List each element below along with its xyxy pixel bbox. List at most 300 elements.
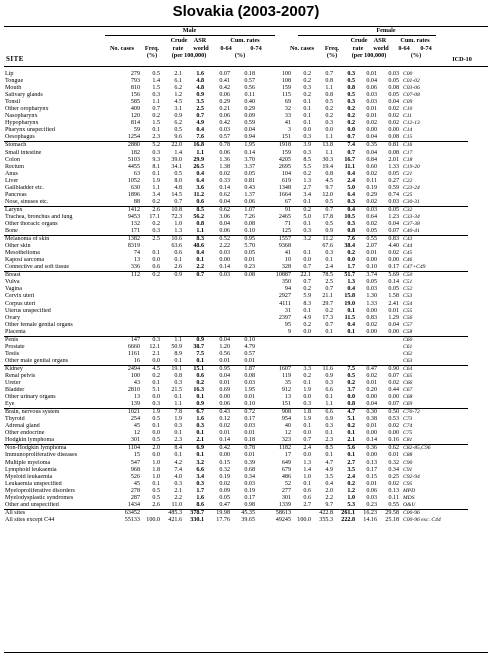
table-cell: 793 <box>130 78 140 85</box>
table-cell: 0.2 <box>140 272 160 280</box>
table-cell: 0.5 <box>152 71 160 77</box>
male-rate-label: rate <box>172 45 184 52</box>
table-cell: 39.65 <box>241 516 255 523</box>
icd-code: C61 <box>403 343 413 350</box>
table-cell: 0.53 <box>388 416 399 423</box>
table-cell: 15.1 <box>182 365 204 373</box>
table-cell: 0.04 <box>388 321 399 328</box>
table-cell: 147 <box>104 336 140 344</box>
table-cell: 0.17 <box>366 466 377 473</box>
table-cell: 13 <box>133 257 140 264</box>
table-cell: 0.1 <box>347 307 355 314</box>
table-cell: 2.4 <box>347 177 355 184</box>
table-cell: 1.7 <box>196 487 204 494</box>
table-cell: 0.3 <box>303 228 311 235</box>
table-cell: 17.1 <box>149 213 160 220</box>
table-cell: 7.6 <box>196 134 204 141</box>
table-row <box>4 308 468 315</box>
table-cell: 3 <box>287 127 291 134</box>
table-cell: 0.1 <box>303 120 311 127</box>
icd-code: C18 <box>403 156 413 163</box>
table-row <box>4 301 468 308</box>
table-cell: 0.23 <box>244 264 255 271</box>
table-cell: 0.5 <box>152 487 160 494</box>
table-cell: 0.6 <box>152 264 160 271</box>
icd-code: C30-31 <box>403 198 420 205</box>
icd-code: C10 <box>403 106 413 113</box>
table-row <box>4 228 468 236</box>
table-cell: 0.00 <box>219 394 230 401</box>
table-cell: 7.26 <box>244 213 255 220</box>
table-cell: 0.81 <box>244 177 255 184</box>
table-row <box>4 329 468 337</box>
table-cell: 0.42 <box>219 120 230 127</box>
table-cell: 0.3 <box>347 198 355 205</box>
table-cell: 1382 <box>104 236 140 244</box>
table-cell: 0.59 <box>388 184 399 191</box>
table-cell: 17.3 <box>322 314 333 321</box>
table-cell: 0.5 <box>347 92 355 99</box>
table-cell: 1.95 <box>244 387 255 394</box>
table-cell: 0.8 <box>347 401 355 408</box>
site-name: Leukaemia unspecified <box>5 480 62 487</box>
table-cell: 0.10 <box>366 264 377 271</box>
male-asr-label: ASR <box>193 37 207 44</box>
table-cell: 1.1 <box>325 401 333 408</box>
table-row <box>4 106 468 113</box>
table-cell <box>160 308 182 315</box>
table-cell <box>140 329 160 337</box>
table-cell: 0.56 <box>219 350 230 357</box>
table-cell: 0.38 <box>366 416 377 423</box>
table-cell: 0.03 <box>388 71 399 77</box>
table-row <box>4 164 468 171</box>
table-cell: 2.0 <box>325 487 333 494</box>
table-cell: 954 <box>281 416 291 423</box>
table-row <box>4 517 468 524</box>
table-cell: 0.03 <box>244 423 255 430</box>
table-cell: 0.9 <box>174 113 182 120</box>
female-crude-unit: (per 100,000) <box>351 52 387 59</box>
table-cell: 0.2 <box>347 380 355 387</box>
icd-code: C68 <box>403 394 413 401</box>
table-cell: 0.05 <box>388 286 399 293</box>
site-name: Stomach <box>4 142 104 150</box>
table-cell: 120 <box>130 113 140 120</box>
table-cell: 0.3 <box>303 149 311 156</box>
table-cell: 0.0 <box>303 328 311 335</box>
table-cell: 3.6 <box>196 184 204 191</box>
table-cell: 0.3 <box>325 423 333 430</box>
table-cell: 0.16 <box>388 437 399 444</box>
table-cell: 22.0 <box>160 142 182 150</box>
table-cell: 1.23 <box>388 213 399 220</box>
table-cell: 0.00 <box>388 328 399 335</box>
table-cell <box>160 293 182 300</box>
table-cell: 2.22 <box>219 243 230 250</box>
table-cell: 0.9 <box>325 372 333 379</box>
table-cell: 1.95 <box>230 142 255 150</box>
site-name: Corpus uteri <box>5 300 36 307</box>
table-cell: 0.6 <box>174 250 182 257</box>
table-cell: 4.9 <box>303 314 311 321</box>
male-header: Male <box>182 27 197 34</box>
table-cell <box>182 293 204 300</box>
table-cell: 0.0 <box>303 452 311 459</box>
icd-code: C44 <box>403 243 413 250</box>
table-cell: 1.7 <box>347 264 355 271</box>
table-cell: 1.29 <box>388 314 399 321</box>
table-cell: 0.69 <box>219 387 230 394</box>
male-crude-unit: (per 100,000) <box>171 52 207 59</box>
table-cell: 0.78 <box>230 445 255 453</box>
site-name: Salivary glands <box>5 92 43 99</box>
icd-code: C64 <box>399 365 468 373</box>
table-cell: 0.62 <box>204 206 230 214</box>
site-name: Multiple myeloma <box>5 459 51 466</box>
table-cell: 1.1 <box>196 149 204 156</box>
table-cell: 0.0 <box>152 257 160 264</box>
table-cell: 0.3 <box>303 85 311 92</box>
table-cell: 2.1 <box>174 71 182 77</box>
table-cell: 2465 <box>278 213 291 220</box>
table-cell <box>230 315 255 322</box>
table-cell: 2.2 <box>325 494 333 501</box>
table-cell: 0.03 <box>366 494 377 501</box>
table-cell: 0.00 <box>219 257 230 264</box>
table-cell: 0.1 <box>303 113 311 120</box>
table-cell: 13.8 <box>311 142 333 150</box>
table-cell: 10887 <box>255 272 291 280</box>
table-cell: 19.0 <box>344 300 355 307</box>
table-cell: 0.05 <box>388 92 399 99</box>
table-cell: 0.3 <box>140 336 160 344</box>
table-cell: 151 <box>281 401 291 408</box>
table-cell <box>204 329 230 337</box>
table-cell: 34.1 <box>171 163 182 170</box>
table-cell: 0.14 <box>219 264 230 271</box>
table-cell: 1.0 <box>174 220 182 227</box>
table-cell: 119 <box>282 372 291 379</box>
table-row <box>4 257 468 264</box>
table-cell: 0.1 <box>303 250 311 257</box>
table-cell: 630 <box>130 184 140 191</box>
site-name: Other and unspecified <box>5 501 59 508</box>
icd-code: C00-96 <box>399 509 468 517</box>
table-cell: 4.5 <box>174 99 182 106</box>
table-cell: 11.1 <box>344 163 355 170</box>
table-cell: 585 <box>130 99 140 106</box>
table-cell <box>182 301 204 308</box>
table-cell: 1.0 <box>152 473 160 480</box>
table-cell: 0.02 <box>219 170 230 177</box>
site-name: All sites except C44 <box>5 516 55 523</box>
male-064-label: 0-64 <box>220 45 232 52</box>
table-cell: 0.7 <box>174 198 182 205</box>
table-cell: 0.00 <box>366 452 377 459</box>
table-cell: 2.01 <box>388 156 399 163</box>
header-bottom-rule <box>4 66 488 67</box>
table-cell: 1.3 <box>303 459 311 466</box>
table-cell: 1.1 <box>196 228 204 235</box>
table-cell: 0.17 <box>244 494 255 501</box>
table-cell: 32 <box>284 106 291 113</box>
table-cell: 0.14 <box>219 437 230 444</box>
table-cell: 0.57 <box>244 78 255 85</box>
icd-code: C32 <box>399 206 468 214</box>
table-cell: 5.9 <box>303 293 311 300</box>
table-cell: 0.13 <box>388 487 399 494</box>
table-cell: 0.8 <box>325 170 333 177</box>
table-cell: 0.03 <box>366 92 377 99</box>
table-cell: 45 <box>133 423 140 430</box>
table-cell: 409 <box>130 106 140 113</box>
table-cell: 1.38 <box>219 163 230 170</box>
table-cell <box>104 308 140 315</box>
table-cell: 0.02 <box>366 198 377 205</box>
table-cell: 0.94 <box>244 134 255 141</box>
table-cell <box>140 322 160 329</box>
table-row <box>4 85 468 92</box>
icd-code: C73 <box>403 416 413 423</box>
site-name: Mesothelioma <box>5 250 40 257</box>
female-world-label: world <box>373 45 389 52</box>
site-name: Gallbladder etc. <box>5 184 44 191</box>
table-cell: 0.25 <box>388 473 399 480</box>
table-row <box>4 127 468 134</box>
site-name: Bladder <box>5 387 25 394</box>
table-cell: 0.27 <box>388 177 399 184</box>
table-row <box>4 467 468 474</box>
table-cell: 0.2 <box>303 321 311 328</box>
icd-code: C60 <box>399 336 468 344</box>
table-cell: 0.2 <box>152 113 160 120</box>
table-cell: 9.6 <box>174 134 182 141</box>
male-cum-label: Cum. rates <box>230 37 260 44</box>
icd-code: C03-06 <box>403 85 420 92</box>
table-cell: 2.6 <box>140 206 160 214</box>
table-cell: 0.3 <box>174 480 182 487</box>
table-cell: 0.01 <box>244 394 255 401</box>
table-cell: 5.0 <box>347 184 355 191</box>
table-cell: 278 <box>130 487 140 494</box>
icd-code: C50 <box>399 272 468 280</box>
table-row <box>4 157 468 164</box>
table-cell: 0.17 <box>244 416 255 423</box>
female-freq-unit: (%) <box>326 52 338 59</box>
table-cell: 69 <box>284 99 291 106</box>
site-name: Kidney <box>4 365 104 373</box>
table-cell <box>160 329 182 337</box>
table-cell: 0.8 <box>325 92 333 99</box>
icd-code: C46 <box>403 257 413 264</box>
table-cell: 0.12 <box>219 416 230 423</box>
table-cell: 1.3 <box>347 279 355 286</box>
table-cell: 486 <box>281 473 291 480</box>
site-name: Ureter <box>5 380 21 387</box>
table-cell: 3.5 <box>347 466 355 473</box>
table-cell: 0.0 <box>347 257 355 264</box>
table-cell <box>204 293 230 300</box>
table-cell: 9 <box>287 328 291 335</box>
icd-code: C55 <box>403 307 413 314</box>
table-cell: 0.4 <box>196 170 204 177</box>
table-cell: 1434 <box>127 501 140 508</box>
table-cell: 0.07 <box>388 372 399 379</box>
female-crude-label: Crude <box>350 37 368 44</box>
table-cell: 1412 <box>104 206 140 214</box>
table-cell: 63 <box>133 170 140 177</box>
table-cell <box>255 336 291 344</box>
table-cell: 2.3 <box>152 134 160 141</box>
icd-code: C19-20 <box>403 163 420 170</box>
table-cell: 0.2 <box>303 92 311 99</box>
table-cell: 26.5 <box>193 163 204 170</box>
male-underline <box>105 35 275 36</box>
icd-code: C00 <box>403 71 413 77</box>
table-cell: 0.1 <box>303 99 311 106</box>
table-cell: 17.76 <box>216 516 230 523</box>
icd-code: C58 <box>403 328 413 335</box>
table-cell: 1.07 <box>230 206 255 214</box>
table-cell: 0.2 <box>347 106 355 113</box>
table-cell: 0.0 <box>325 127 333 134</box>
table-cell: 968 <box>130 466 140 473</box>
site-name: Other male genital organs <box>5 357 69 364</box>
table-cell <box>160 301 182 308</box>
table-cell: 22.1 <box>291 272 311 280</box>
table-cell: 38.7 <box>193 343 204 350</box>
table-cell: 0.17 <box>388 264 399 271</box>
table-cell: 0.04 <box>388 99 399 106</box>
table-cell: 1.20 <box>219 343 230 350</box>
table-cell: 0.7 <box>303 264 311 271</box>
table-cell <box>182 308 204 315</box>
table-cell: 2.4 <box>291 445 311 453</box>
table-cell <box>255 344 291 351</box>
site-name: Vagina <box>5 286 22 293</box>
table-cell: 0.1 <box>152 127 160 134</box>
table-cell: 45.35 <box>230 509 255 517</box>
table-cell <box>291 344 311 351</box>
table-cell <box>333 344 355 351</box>
table-cell: 1021 <box>104 409 140 417</box>
table-cell: 0.8 <box>325 78 333 85</box>
table-cell <box>230 293 255 300</box>
table-cell: 0.03 <box>204 272 230 280</box>
site-name: Prostate <box>5 343 25 350</box>
table-row <box>4 78 468 85</box>
table-cell: 0.4 <box>325 480 333 487</box>
table-cell: 0.56 <box>244 85 255 92</box>
table-cell: 0.01 <box>244 430 255 437</box>
table-cell: 3.74 <box>355 272 377 280</box>
table-cell: 11.2 <box>311 236 333 244</box>
table-cell <box>204 279 230 286</box>
table-cell: 0.78 <box>204 142 230 150</box>
table-cell: 0.7 <box>303 437 311 444</box>
table-cell: 159 <box>281 85 291 92</box>
icd-code: C40-41 <box>403 228 420 235</box>
table-cell: 50.9 <box>171 343 182 350</box>
table-cell: 13 <box>284 394 291 401</box>
table-cell: 1.36 <box>219 156 230 163</box>
table-cell: 2.1 <box>347 437 355 444</box>
icd-code: C11 <box>403 113 412 120</box>
table-cell: 52 <box>284 480 291 487</box>
table-cell: 0.44 <box>388 387 399 394</box>
table-cell: 2.5 <box>140 236 160 244</box>
table-cell: 0.01 <box>388 307 399 314</box>
table-cell: 2.3 <box>174 437 182 444</box>
table-cell: 0.3 <box>196 480 204 487</box>
table-cell: 0.03 <box>388 198 399 205</box>
table-cell: 171 <box>130 228 140 235</box>
table-row <box>4 380 468 387</box>
table-cell: 0.2 <box>291 206 311 214</box>
table-cell: 1161 <box>128 350 140 357</box>
table-cell: 2.2 <box>174 494 182 501</box>
table-cell: 3.1 <box>174 106 182 113</box>
table-cell: 6.4 <box>196 177 204 184</box>
site-name: Small intestine <box>5 149 42 156</box>
table-cell: 1.9 <box>152 177 160 184</box>
table-cell: 261.1 <box>333 509 355 517</box>
table-cell: 0.9 <box>182 336 204 344</box>
icd-code: O&U <box>403 501 416 508</box>
table-cell <box>140 315 160 322</box>
table-cell: 0.1 <box>152 380 160 387</box>
table-cell <box>230 329 255 337</box>
table-cell: 4.40 <box>388 243 399 250</box>
table-cell: 0.4 <box>196 127 204 134</box>
table-cell: 0.7 <box>303 279 311 286</box>
table-cell: 4.7 <box>325 459 333 466</box>
table-cell: 0.06 <box>219 113 230 120</box>
table-cell: 0.04 <box>366 134 377 141</box>
table-cell: 0.06 <box>219 149 230 156</box>
table-row <box>4 373 468 380</box>
table-row <box>4 315 468 322</box>
table-cell <box>377 344 399 351</box>
table-cell: 0.84 <box>366 156 377 163</box>
table-cell: 3.5 <box>325 473 333 480</box>
table-row <box>4 150 468 157</box>
table-cell <box>204 322 230 329</box>
table-cell: 115 <box>282 92 291 99</box>
table-cell: 0.2 <box>152 220 160 227</box>
table-cell: 0.3 <box>303 401 311 408</box>
table-cell: 2.1 <box>152 350 160 357</box>
table-cell: 0.10 <box>244 401 255 408</box>
icd-code: C22 <box>403 177 413 184</box>
table-cell: 1.30 <box>366 293 377 300</box>
table-row <box>4 120 468 127</box>
table-cell: 0.00 <box>366 127 377 134</box>
table-cell: 0.7 <box>182 272 204 280</box>
table-cell: 0.01 <box>366 480 377 487</box>
table-cell: 0.14 <box>388 279 399 286</box>
icd-code: C07-08 <box>403 92 420 99</box>
table-cell: 6.2 <box>174 120 182 127</box>
table-cell: 0.1 <box>196 452 204 459</box>
table-cell <box>311 351 333 358</box>
female-rate-label: rate <box>352 45 364 52</box>
table-cell: 0.05 <box>388 170 399 177</box>
table-cell: 0.04 <box>366 149 377 156</box>
table-cell: 0.3 <box>347 99 355 106</box>
table-cell: 6.2 <box>174 85 182 92</box>
